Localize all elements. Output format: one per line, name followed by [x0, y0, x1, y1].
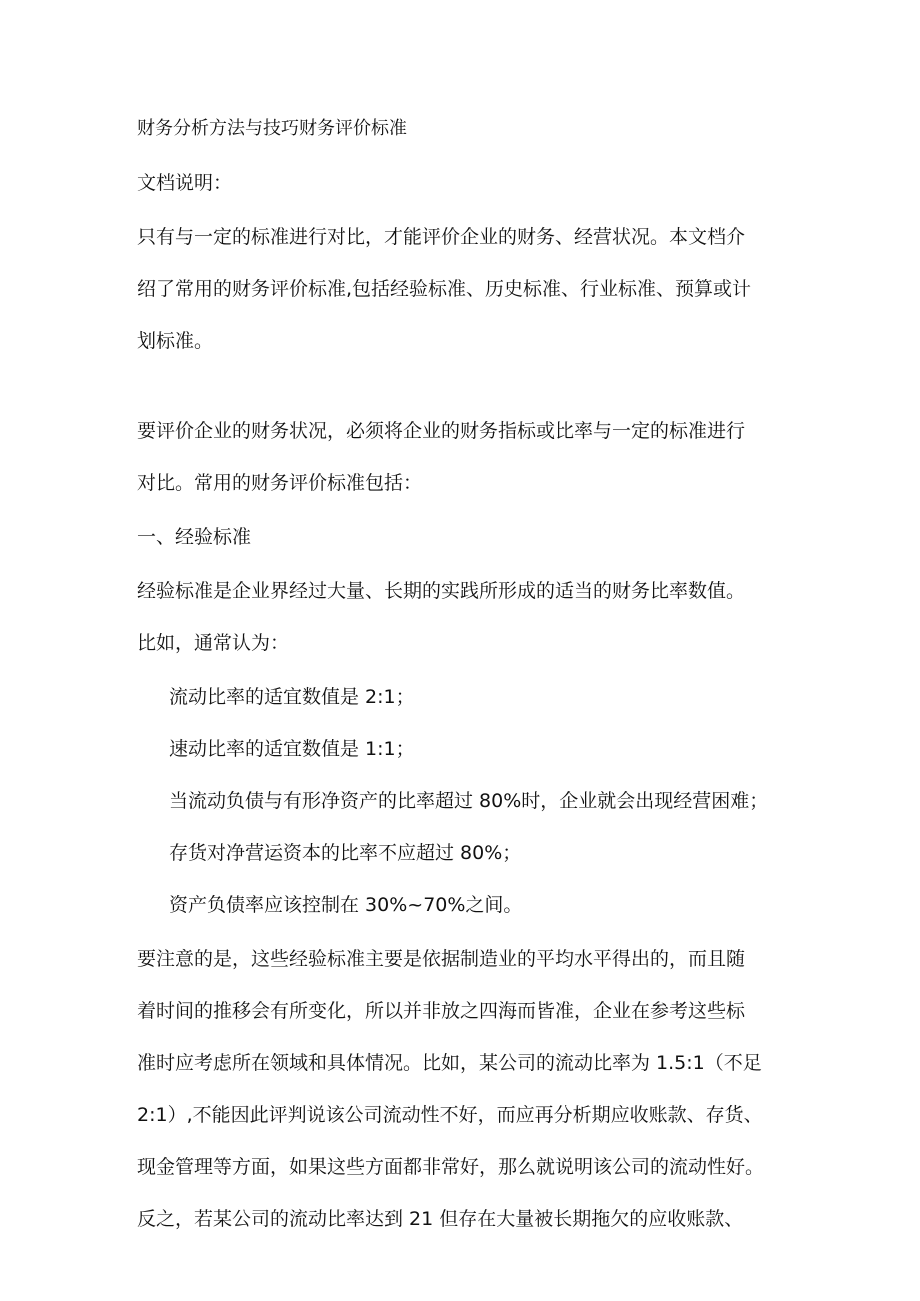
document-page: [137, 112, 797, 1256]
paragraph-line: 着时间的推移会有所变化，所以并非放之四海而皆准，企业在参考这些标: [137, 1000, 746, 1022]
standards-list: [137, 680, 797, 922]
blank-line: [137, 378, 797, 414]
paragraph-line: 反之，若某公司的流动比率达到 21 但存在大量被长期拖欠的应收账款、: [137, 1208, 744, 1230]
paragraph-line: 要注意的是，这些经验标准主要是依据制造业的平均水平得出的，而且随: [137, 948, 746, 970]
list-item: 存货对净营运资本的比率不应超过 80%；: [169, 842, 522, 864]
list-item: 资产负债率应该控制在 30%~70%之间。: [169, 894, 523, 916]
paragraph-line: 准时应考虑所在领域和具体情况。比如，某公司的流动比率为 1.5:1（不足: [137, 1052, 762, 1074]
doc-description-label: 文档说明：: [137, 172, 233, 194]
note-paragraph: [137, 942, 797, 1236]
paragraph-line: 经验标准是企业界经过大量、长期的实践所形成的适当的财务比率数值。: [137, 580, 746, 602]
intro-line: 只有与一定的标准进行对比，才能评价企业的财务、经营状况。本文档介: [137, 226, 746, 248]
intro-paragraph: [137, 220, 797, 358]
intro-line: 绍了常用的财务评价标准,包括经验标准、历史标准、行业标准、预算或计: [137, 278, 752, 300]
paragraph-line: 对比。常用的财务评价标准包括：: [137, 472, 423, 494]
section-paragraph: [137, 574, 797, 660]
list-item: 流动比率的适宜数值是 2:1；: [169, 686, 415, 708]
paragraph-line: 现金管理等方面，如果这些方面都非常好，那么就说明该公司的流动性好。: [137, 1156, 765, 1178]
section-heading: 一、经验标准: [137, 526, 252, 548]
intro-line: 划标准。: [137, 330, 214, 352]
list-item: 速动比率的适宜数值是 1:1；: [169, 738, 415, 760]
paragraph-line: 2:1）,不能因此评判说该公司流动性不好，而应再分析期应收账款、存货、: [137, 1104, 763, 1126]
paragraph-line: 比如，通常认为：: [137, 632, 290, 654]
list-item: 当流动负债与有形净资产的比率超过 80%时，企业就会出现经营困难；: [169, 790, 769, 812]
evaluation-intro-paragraph: [137, 414, 797, 500]
document-title: 财务分析方法与技巧财务评价标准: [137, 118, 407, 139]
paragraph-line: 要评价企业的财务状况，必须将企业的财务指标或比率与一定的标准进行: [137, 420, 746, 442]
